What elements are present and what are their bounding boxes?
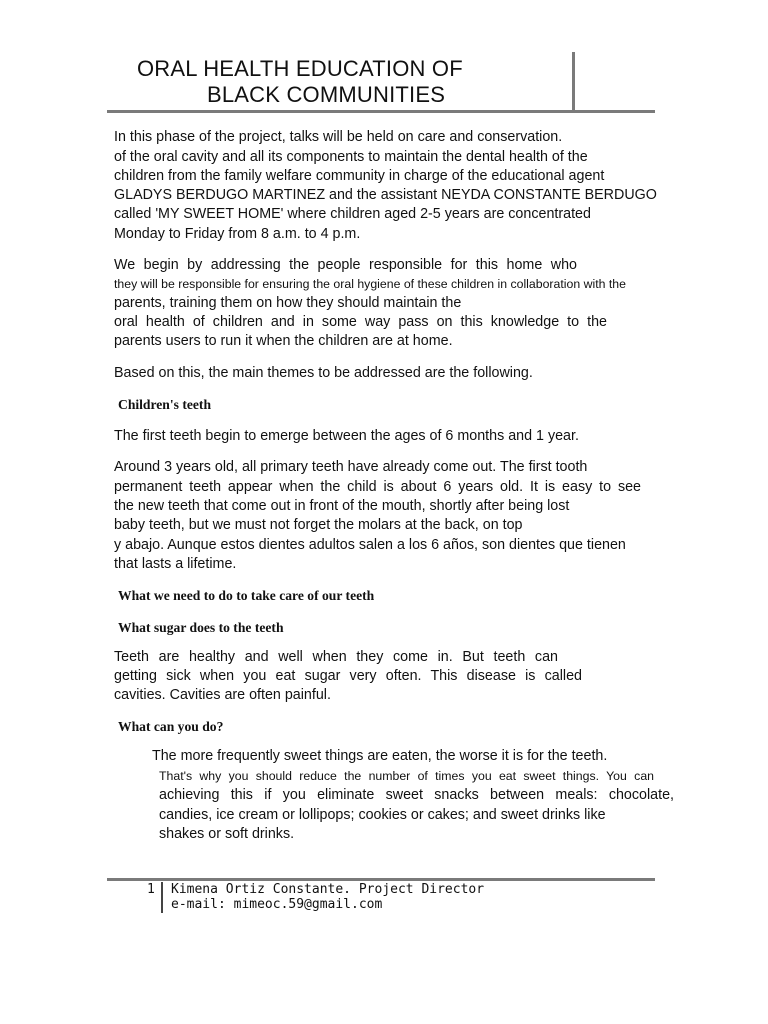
footnote-separator (107, 878, 655, 881)
paragraph-3-line: that lasts a lifetime. (114, 556, 237, 572)
paragraph-2-line: parents users to run it when the children are at home. (114, 333, 453, 349)
title-horizontal-rule (107, 110, 655, 113)
document-title-line-2: BLACK COMMUNITIES (207, 82, 446, 107)
bullet-line: shakes or soft drinks. (159, 826, 295, 842)
intro-line: In this phase of the project, talks will be held on care and conservation. (114, 129, 563, 145)
bullet-line: candies, ice cream or lollipops; cookies or cakes; and sweet drinks like (159, 807, 606, 823)
paragraph-2-line: oral health of children and in some way pass on this knowledge to the (114, 314, 607, 330)
paragraph-3-line: permanent teeth appear when the child is about 6 years old. It is easy to see (114, 479, 641, 495)
heading-care: What we need to do to take care of our teeth (118, 588, 375, 603)
document-title-line-1: ORAL HEALTH EDUCATION OF (137, 56, 463, 81)
footnote-vertical-rule (161, 882, 163, 913)
paragraph-3-line: y abajo. Aunque estos dientes adultos salen a los 6 años, son dientes que tienen (114, 537, 626, 553)
footnote-number: 1 (147, 882, 155, 897)
footnote-author: Kimena Ortiz Constante. Project Director (171, 882, 485, 897)
first-teeth-text: The first teeth begin to emerge between the ages of 6 months and 1 year. (114, 428, 579, 444)
title-vertical-rule (572, 52, 575, 112)
paragraph-4-line: cavities. Cavities are often painful. (114, 687, 331, 703)
paragraph-4-line: getting sick when you eat sugar very often. This disease is called (114, 668, 582, 684)
bullet-line: achieving this if you eliminate sweet snacks between meals: chocolate, (159, 787, 674, 803)
paragraph-3-line: Around 3 years old, all primary teeth have already come out. The first tooth (114, 459, 588, 475)
bullet-line: That's why you should reduce the number of times you eat sweet things. You can (159, 769, 654, 783)
paragraph-2-line: We begin by addressing the people responsible for this home who (114, 257, 577, 273)
heading-childrens-teeth: Children's teeth (118, 397, 212, 412)
heading-sugar: What sugar does to the teeth (118, 620, 284, 635)
bullet-first-line: The more frequently sweet things are eaten, the worse it is for the teeth. (152, 748, 608, 764)
heading-what-can-you-do: What can you do? (118, 719, 224, 734)
footnote-email: e-mail: mimeoc.59@gmail.com (171, 897, 383, 912)
intro-line: GLADYS BERDUGO MARTINEZ and the assistant NEYDA CONSTANTE BERDUGO (114, 187, 657, 203)
paragraph-2-line: parents, training them on how they should maintain the (114, 295, 462, 311)
paragraph-3-line: baby teeth, but we must not forget the molars at the back, on top (114, 517, 523, 533)
intro-line: Monday to Friday from 8 a.m. to 4 p.m. (114, 226, 361, 242)
intro-line: called 'MY SWEET HOME' where children aged 2-5 years are concentrated (114, 206, 591, 222)
paragraph-2-line: they will be responsible for ensuring the oral hygiene of these children in collaboration with the (114, 277, 626, 291)
paragraph-4-line: Teeth are healthy and well when they come in. But teeth can (114, 649, 558, 665)
themes-intro: Based on this, the main themes to be addressed are the following. (114, 365, 533, 381)
intro-line: of the oral cavity and all its components to maintain the dental health of the (114, 149, 588, 165)
intro-line: children from the family welfare community in charge of the educational agent (114, 168, 605, 184)
paragraph-3-line: the new teeth that come out in front of the mouth, shortly after being lost (114, 498, 570, 514)
